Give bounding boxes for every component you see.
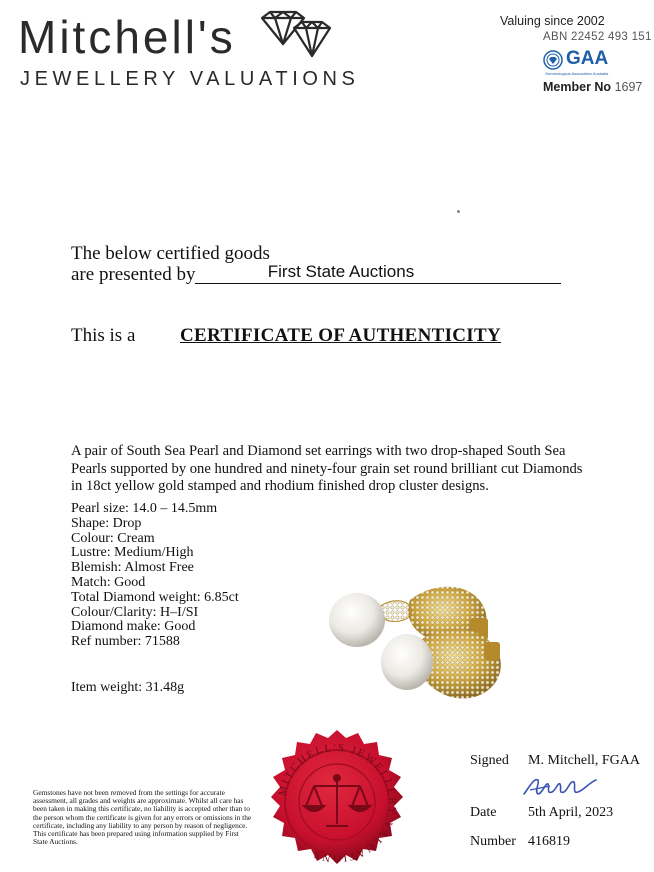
spec-shape: Shape: Drop <box>71 515 142 531</box>
spec-ref-number: Ref number: 71588 <box>71 634 180 650</box>
earrings-photo <box>300 580 530 720</box>
certificate-title: CERTIFICATE OF AUTHENTICITY <box>180 325 501 346</box>
spec-diamond-make: Diamond make: Good <box>71 619 196 635</box>
spec-colour: Colour: Cream <box>71 530 155 546</box>
goods-line-1: The below certified goods <box>71 243 270 264</box>
date-label: Date <box>470 805 497 820</box>
spec-blemish: Blemish: Almost Free <box>71 560 194 576</box>
goods-line-2: are presented by <box>71 264 196 285</box>
member-number-value: 1697 <box>614 80 643 94</box>
specs-list <box>71 502 239 650</box>
presented-to: First State Auctions <box>267 262 415 281</box>
abn-number: ABN 22452 493 151 <box>543 31 652 43</box>
item-weight: Item weight: 31.48g <box>71 680 185 695</box>
diamond-logo-icon <box>258 10 334 60</box>
member-number <box>543 80 642 94</box>
gaa-label: GAA <box>566 48 609 69</box>
gaa-badge-icon <box>543 50 563 70</box>
signed-name: M. Mitchell, FGAA <box>528 753 640 768</box>
signed-label: Signed <box>470 753 509 768</box>
spec-lustre: Lustre: Medium/High <box>71 545 194 561</box>
spec-match: Match: Good <box>71 574 146 590</box>
seal-icon <box>262 722 412 872</box>
item-description: A pair of South Sea Pearl and Diamond set earrings with two drop-shaped South Sea Pearls supported by one hundred and ninety-four grain set round brilliant cut Diamonds in 18ct yellow gold stamped and rhodium finished drop cluster designs. <box>71 443 583 494</box>
seal-text: MITCHELL'S JEWELLERY VALUATIONS <box>276 741 399 865</box>
spec-diamond-weight: Total Diamond weight: 6.85ct <box>71 589 239 605</box>
spec-colour-clarity: Colour/Clarity: H–I/SI <box>71 604 199 620</box>
disclaimer-text: Gemstones have not been removed from the settings for accurate assessment, all grades and weights are approximate. Whilst all care has been taken in making this certificate, no liability is accepted other than to the person whom the certificate is given for any errors or omissions in the certificate, including any liability to any person by reason of negligence. This certificate has been prepared using information supplied by First State Auctions. <box>33 788 252 847</box>
date-value: 5th April, 2023 <box>528 805 614 820</box>
member-label: Member No <box>543 80 612 94</box>
valuing-since: Valuing since 2002 <box>500 14 605 28</box>
brand-name: Mitchell's <box>18 11 236 63</box>
spec-pearl-size: Pearl size: 14.0 – 14.5mm <box>71 501 218 516</box>
presented-underline <box>195 283 561 284</box>
number-value: 416819 <box>528 834 570 849</box>
number-label: Number <box>470 834 516 849</box>
gaa-small-text: Gemmological Association Australia <box>545 71 609 76</box>
speck <box>457 210 460 213</box>
signature-icon <box>520 772 600 800</box>
brand-subtitle: JEWELLERY VALUATIONS <box>20 68 360 90</box>
certificate-prefix: This is a <box>71 325 136 346</box>
